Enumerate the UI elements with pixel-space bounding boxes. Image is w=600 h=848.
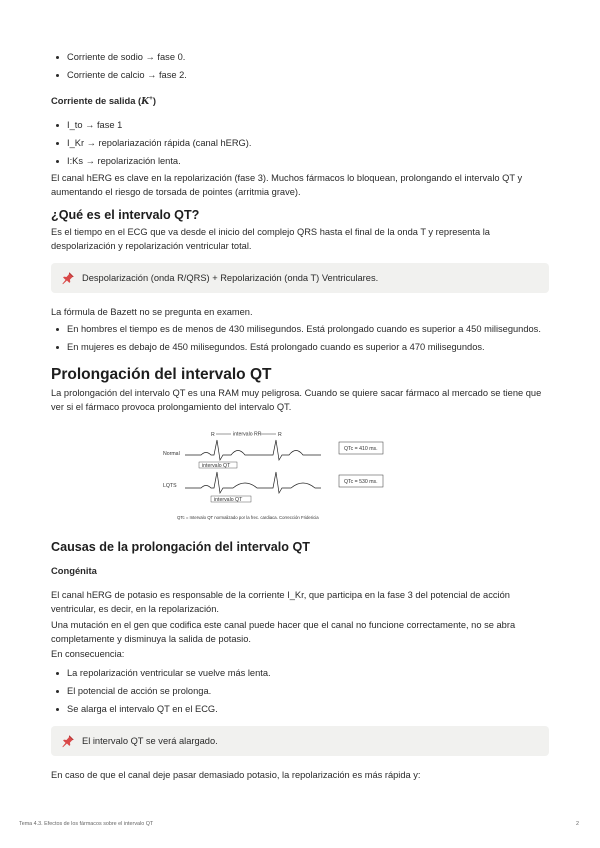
prolongacion-paragraph: La prolongación del intervalo QT es una RAM muy peligrosa. Cuando se quiere sacar fármaco al mercado se tiene que ver si el fármaco provoca prolongamiento del intervalo QT. (51, 388, 542, 412)
r-label-left: R (211, 432, 215, 438)
figure-caption: QTc = Intervalo QT normalizado por la frec. cardiaca. Corrección Fridericia (177, 515, 319, 520)
salida-list (51, 119, 549, 168)
ecg-qt-figure (161, 430, 391, 522)
list-item: I:Ks → repolarización lenta. (51, 155, 549, 168)
qtc-lqts: QTc = 530 ms. (344, 479, 378, 485)
qt-paragraph: Es el tiempo en el ECG que va desde el inicio del complejo QRS hasta el final de la onda T y representa la despolarización y repolarización ventricular total. (51, 227, 490, 251)
causas-heading: Causas de la prolongación del intervalo QT (51, 540, 310, 554)
final-paragraph: En caso de que el canal deje pasar demasiado potasio, la repolarización es más rápida y: (51, 770, 421, 780)
consecuencia-label: En consecuencia: (51, 649, 125, 659)
list-item: La repolarización ventricular se vuelve más lenta. (51, 667, 549, 680)
normal-ecg-trace (185, 440, 321, 460)
herg-paragraph: El canal hERG es clave en la repolarización (fase 3). Muchos fármacos lo bloquean, prolongando el intervalo QT y aumentando el riesgo de torsada de pointes (arritmia grave). (51, 173, 523, 197)
qt-label-normal: intervalo QT (202, 462, 231, 469)
r-label-right: R (278, 432, 282, 438)
salida-sup: + (149, 95, 153, 102)
qtc-normal: QTc = 410 ms. (344, 446, 378, 452)
list-item: Corriente de calcio → fase 2. (51, 69, 549, 82)
congenita-paragraph-1: El canal hERG de potasio es responsable de la corriente I_Kr, que participa en la fase 3 del potencial de acción ventricular, es decir, en la repolarización. (51, 590, 510, 614)
sexo-list (51, 323, 549, 354)
callout-text: El intervalo QT se verá alargado. (82, 736, 218, 746)
list-item: I_to → fase 1 (51, 119, 549, 132)
lqts-label: LQTS (163, 483, 177, 489)
congenita-heading: Congénita (51, 565, 97, 576)
consecuencias-list (51, 667, 549, 716)
pushpin-icon (61, 271, 75, 285)
list-item: El potencial de acción se prolonga. (51, 685, 549, 698)
footer-title: Tema 4.3. Efectos de los fármacos sobre el intervalo QT (19, 821, 154, 827)
lqts-ecg-trace (185, 472, 321, 493)
qt-label-lqts: intervalo QT (214, 496, 243, 503)
prolongacion-heading: Prolongación del intervalo QT (51, 366, 272, 383)
callout-alargado (51, 726, 549, 756)
bazett-paragraph: La fórmula de Bazett no se pregunta en examen. (51, 307, 253, 317)
salida-heading-end: ) (152, 95, 156, 106)
list-item: Corriente de sodio → fase 0. (51, 51, 549, 64)
salida-heading (51, 95, 549, 107)
entrada-list (51, 51, 549, 82)
congenita-paragraph-2: Una mutación en el gen que codifica este canal puede hacer que el canal no funcione correctamente, no se abra completamente y disminuya la salida de potasio. (51, 620, 516, 644)
list-item: En hombres el tiempo es de menos de 430 milisegundos. Está prolongado cuando es superior a 450 milisegundos. (51, 323, 549, 336)
salida-heading-text: Corriente de salida ( (51, 95, 142, 106)
salida-k-symbol: K (141, 96, 150, 107)
list-item: Se alarga el intervalo QT en el ECG. (51, 703, 549, 716)
normal-label: Normal (163, 451, 180, 457)
pushpin-icon (61, 734, 75, 748)
list-item: En mujeres es debajo de 450 milisegundos. Está prolongado cuando es superior a 470 milisegundos. (51, 341, 549, 354)
rr-label: intervalo RR (233, 431, 262, 438)
callout-text: Despolarización (onda R/QRS) + Repolarización (onda T) Ventriculares. (82, 273, 379, 283)
qt-heading: ¿Qué es el intervalo QT? (51, 208, 200, 222)
page-number: 2 (576, 821, 579, 827)
list-item: I_Kr → repolariazación rápida (canal hERG). (51, 137, 549, 150)
callout-despolarizacion (51, 263, 549, 293)
